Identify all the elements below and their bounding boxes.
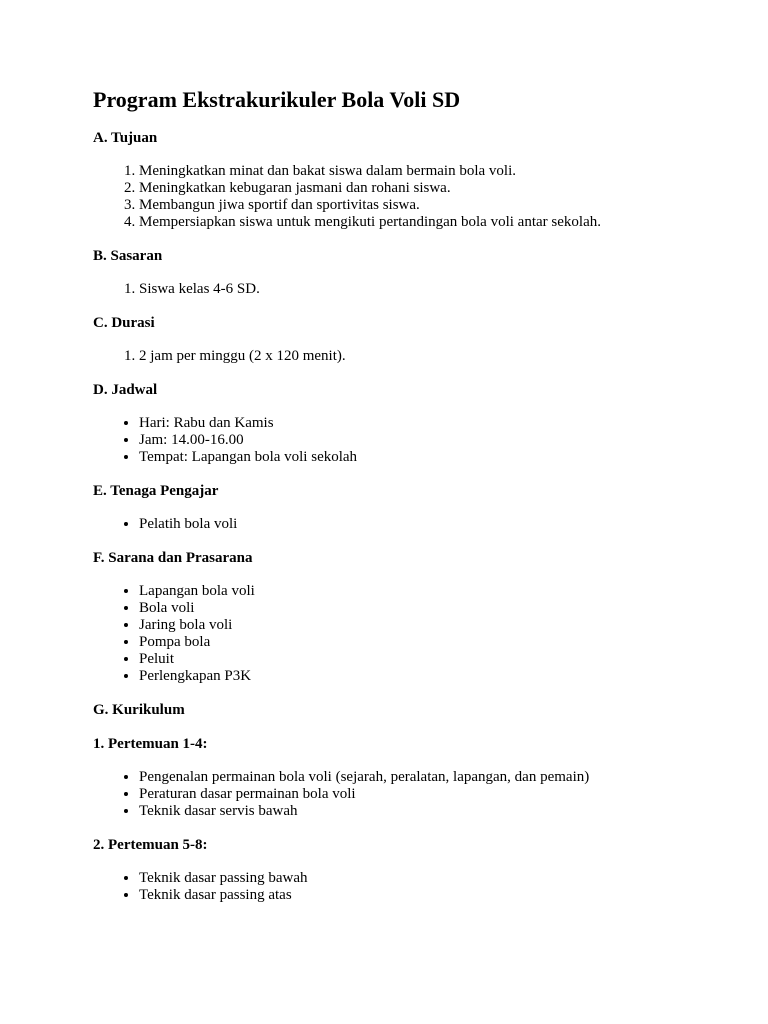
section-heading-tenaga-pengajar: E. Tenaga Pengajar bbox=[93, 483, 219, 499]
document-page bbox=[93, 85, 733, 920]
list-item: • Teknik dasar passing bawah bbox=[139, 870, 733, 887]
list-sarana bbox=[93, 583, 733, 685]
list-item: • Perlengkapan P3K bbox=[139, 668, 733, 685]
list-item: • Pompa bola bbox=[139, 634, 733, 651]
list-durasi bbox=[93, 348, 733, 365]
list-tenaga-pengajar bbox=[93, 516, 733, 533]
list-item: • Peraturan dasar permainan bola voli bbox=[139, 786, 733, 803]
section-heading-sasaran: B. Sasaran bbox=[93, 248, 163, 264]
list-item: 3. Membangun jiwa sportif dan sportivitas siswa. bbox=[139, 197, 733, 214]
list-item: • Pelatih bola voli bbox=[139, 516, 733, 533]
list-pertemuan-5-8 bbox=[93, 870, 733, 904]
list-item: • Hari: Rabu dan Kamis bbox=[139, 415, 733, 432]
list-item: • Jaring bola voli bbox=[139, 617, 733, 634]
list-jadwal bbox=[93, 415, 733, 466]
list-item: • Peluit bbox=[139, 651, 733, 668]
list-item: 1. Meningkatkan minat dan bakat siswa dalam bermain bola voli. bbox=[139, 163, 733, 180]
list-item: • Jam: 14.00-16.00 bbox=[139, 432, 733, 449]
list-item: 1. 2 jam per minggu (2 x 120 menit). bbox=[139, 348, 733, 365]
subsection-heading-pertemuan-5-8: 2. Pertemuan 5-8: bbox=[93, 837, 208, 853]
document-title: Program Ekstrakurikuler Bola Voli SD bbox=[93, 87, 461, 112]
list-item: • Tempat: Lapangan bola voli sekolah bbox=[139, 449, 733, 466]
list-item: 1. Siswa kelas 4-6 SD. bbox=[139, 281, 733, 298]
list-sasaran bbox=[93, 281, 733, 298]
list-item: • Teknik dasar servis bawah bbox=[139, 803, 733, 820]
list-item: • Lapangan bola voli bbox=[139, 583, 733, 600]
section-heading-durasi: C. Durasi bbox=[93, 315, 155, 331]
list-item: 4. Mempersiapkan siswa untuk mengikuti pertandingan bola voli antar sekolah. bbox=[139, 214, 733, 231]
list-item: • Pengenalan permainan bola voli (sejarah, peralatan, lapangan, dan pemain) bbox=[139, 769, 733, 786]
section-heading-sarana: F. Sarana dan Prasarana bbox=[93, 550, 253, 566]
list-item: 2. Meningkatkan kebugaran jasmani dan rohani siswa. bbox=[139, 180, 733, 197]
section-heading-jadwal: D. Jadwal bbox=[93, 382, 158, 398]
list-item: • Bola voli bbox=[139, 600, 733, 617]
section-heading-kurikulum: G. Kurikulum bbox=[93, 702, 185, 718]
list-pertemuan-1-4 bbox=[93, 769, 733, 820]
section-heading-tujuan: A. Tujuan bbox=[93, 130, 158, 146]
list-item: • Teknik dasar passing atas bbox=[139, 887, 733, 904]
list-tujuan bbox=[93, 163, 733, 231]
subsection-heading-pertemuan-1-4: 1. Pertemuan 1-4: bbox=[93, 736, 208, 752]
